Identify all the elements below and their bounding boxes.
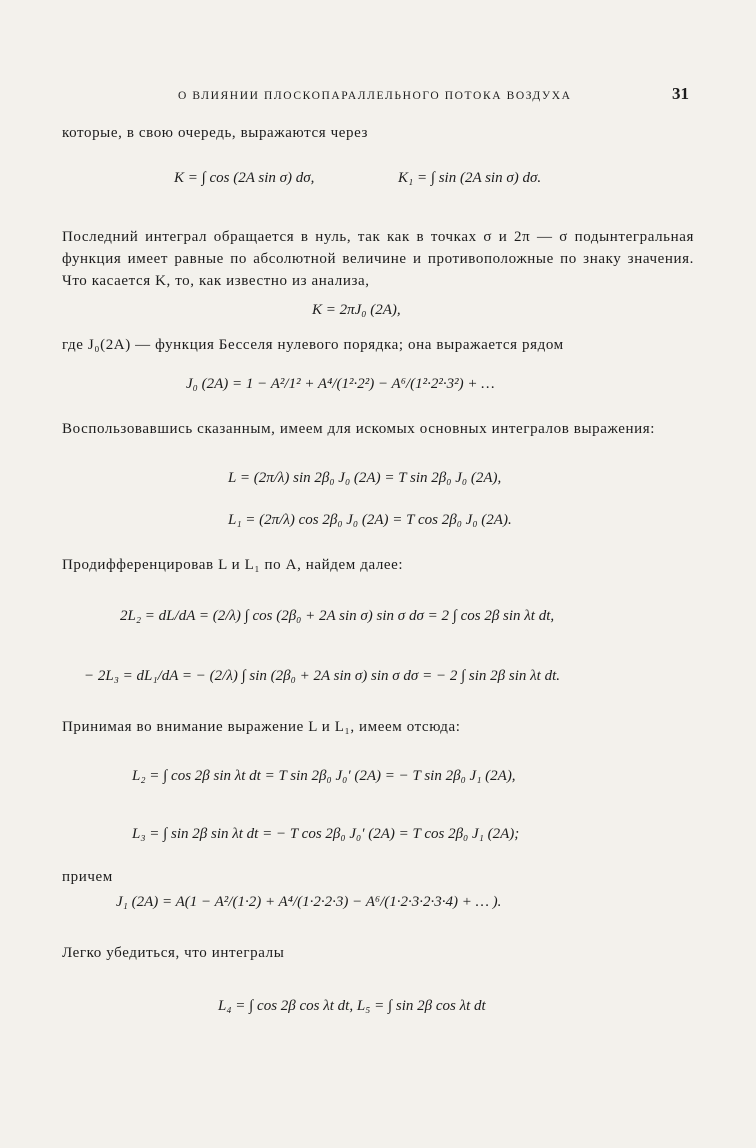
equation-k-value: K = 2πJ₀ (2A),	[312, 302, 401, 318]
j1-series: J₁ (2A) = A(1 − A²/(1·2) + A⁴/(1·2·2·3) − A⁶/(1·2·3·2·3·4) + … ).	[116, 894, 502, 910]
equation-l-text: L = (2π/λ) sin 2β₀ J₀ (2A) = T sin 2β₀ J₀ (2A),	[228, 470, 502, 486]
equation-l4-l5-text: L₄ = ∫ cos 2β cos λt dt, L₅ = ∫ sin 2β cos λt dt	[218, 998, 486, 1014]
paragraph-7: причем	[62, 869, 113, 885]
equation-l3	[0, 810, 756, 866]
equation-l4-l5	[0, 980, 756, 1040]
equation-l3-text: L₃ = ∫ sin 2β sin λt dt = − T cos 2β₀ J₀′ (2A) = T cos 2β₀ J₁ (2A);	[132, 826, 520, 842]
equation-l2	[0, 752, 756, 808]
equation-2l2-text: 2L₂ = dL/dA = (2/λ) ∫ cos (2β₀ + 2A sin σ) sin σ dσ = 2 ∫ cos 2β sin λt dt,	[120, 608, 555, 624]
paragraph-1: которые, в свою очередь, выражаются через	[62, 125, 369, 141]
j0-series: J₀ (2A) = 1 − A²/1² + A⁴/(1²·2²) − A⁶/(1²·2²·3²) + …	[186, 376, 495, 392]
equation-l1	[0, 504, 756, 538]
paragraph-8: Легко убедиться, что интегралы	[62, 945, 285, 961]
equation-l	[0, 462, 756, 496]
equation-2l3	[0, 650, 756, 708]
equation-k-bessel	[0, 300, 756, 324]
page-header	[0, 84, 756, 108]
equation-j0-series	[0, 366, 756, 406]
paragraph-3: где J₀(2A) — функция Бесселя нулевого порядка; она выражается рядом	[62, 337, 564, 353]
equation-l1-text: L₁ = (2π/λ) cos 2β₀ J₀ (2A) = T cos 2β₀ J₀ (2A).	[228, 512, 512, 528]
equation-k: K = ∫ cos (2A sin σ) dσ,	[174, 170, 315, 186]
equation-2l3-text: − 2L₃ = dL₁/dA = − (2/λ) ∫ sin (2β₀ + 2A sin σ) sin σ dσ = − 2 ∫ sin 2β sin λt dt.	[84, 668, 560, 684]
equation-2l2	[0, 590, 756, 648]
paragraph-6: Принимая во внимание выражение L и L₁, имеем отсюда:	[62, 719, 461, 735]
running-title: О ВЛИЯНИИ ПЛОСКОПАРАЛЛЕЛЬНОГО ПОТОКА ВОЗДУХА	[178, 90, 572, 102]
equation-k1: K₁ = ∫ sin (2A sin σ) dσ.	[398, 170, 542, 186]
paragraph-2: Последний интеграл обращается в нуль, так как в точках σ и 2π — σ подынтегральная функция имеет равные по абсолютной величине и противоположные по знаку значения. Что касается K, то, как известно из анализа,	[62, 229, 694, 289]
equation-l2-text: L₂ = ∫ cos 2β sin λt dt = T sin 2β₀ J₀′ (2A) = − T sin 2β₀ J₁ (2A),	[132, 768, 516, 784]
paragraph-4: Воспользовавшись сказанным, имеем для искомых основных интегралов выражения:	[62, 421, 656, 437]
equation-j1-series	[0, 880, 756, 928]
paragraph-5: Продифференцировав L и L₁ по A, найдем далее:	[62, 557, 404, 573]
equation-k-k1	[0, 160, 756, 220]
page-number: 31	[672, 84, 689, 103]
